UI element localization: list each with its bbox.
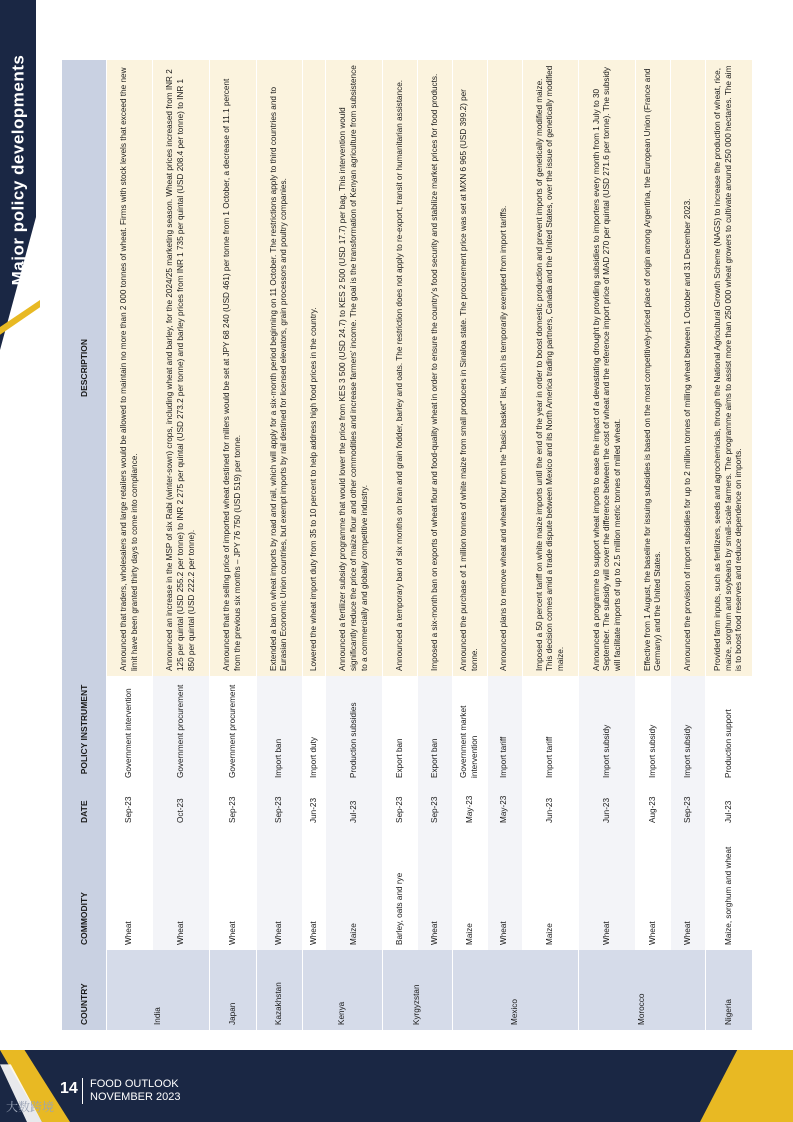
section-title-text: Major policy developments <box>8 54 28 286</box>
header-description: DESCRIPTION <box>62 60 107 676</box>
date-cell: Oct-23 <box>153 783 210 828</box>
instrument-cell: Government market intervention <box>452 676 487 783</box>
instrument-cell: Production subsidies <box>326 676 383 783</box>
commodity-cell: Maize <box>522 828 579 950</box>
instrument-cell: Import ban <box>256 676 302 783</box>
instrument-cell: Import tariff <box>522 676 579 783</box>
header-country: COUNTRY <box>62 950 107 1030</box>
table-row <box>522 60 579 1030</box>
description-cell: Announced that the selling price of imported wheat destined for millers would be set at JPY 68 240 (USD 461) per tonne from 1 October, a decrease of 11.1 percent from the previous six months – JPY 76 750 (USD 519) per tonne. <box>210 60 256 676</box>
table-row <box>636 60 671 1030</box>
publication-info <box>90 1078 180 1104</box>
table-row <box>487 60 522 1030</box>
instrument-cell: Import subsidy <box>671 676 706 783</box>
table-row <box>303 60 326 1030</box>
description-cell: Extended a ban on wheat imports by road and rail, which will apply for a six-month period beginning on 11 October. The restrictions apply to third countries and to Eurasian Economic Union countries, but exempt imports by rail destined for licensed elevators, grain processors and poultry companies. <box>256 60 302 676</box>
instrument-cell: Government intervention <box>107 676 153 783</box>
date-cell: Sep-23 <box>210 783 256 828</box>
country-cell: Morocco <box>579 950 706 1030</box>
country-cell: Kenya <box>303 950 383 1030</box>
date-cell: Sep-23 <box>107 783 153 828</box>
table-row <box>153 60 210 1030</box>
instrument-cell: Government procurement <box>153 676 210 783</box>
date-cell: Sep-23 <box>671 783 706 828</box>
instrument-cell: Import tariff <box>487 676 522 783</box>
date-cell: May-23 <box>452 783 487 828</box>
description-cell: Effective from 1 August, the baseline for issuing subsidies is based on the most competitively-priced place of origin among Argentina, the European Union (France and Germany) and the United States. <box>636 60 671 676</box>
date-cell: Jun-23 <box>303 783 326 828</box>
page-number: 14 <box>60 1080 78 1097</box>
table-row <box>107 60 153 1030</box>
instrument-cell: Export ban <box>383 676 418 783</box>
header-date: DATE <box>62 783 107 828</box>
country-cell: Japan <box>210 950 256 1030</box>
commodity-cell: Maize <box>326 828 383 950</box>
commodity-cell: Maize <box>452 828 487 950</box>
description-cell: Announced the provision of import subsidies for up to 2 million tonnes of milling wheat between 1 October and 31 December 2023. <box>671 60 706 676</box>
commodity-cell: Maize, sorghum and wheat <box>706 828 752 950</box>
commodity-cell: Wheat <box>153 828 210 950</box>
header-policy-instrument: POLICY INSTRUMENT <box>62 676 107 783</box>
table-row <box>579 60 636 1030</box>
country-cell: Kazakhstan <box>256 950 302 1030</box>
commodity-cell: Wheat <box>303 828 326 950</box>
description-cell: Provided farm inputs, such as fertilizers, seeds and agrochemicals, through the National Agricultural Growth Scheme (NAGS) to increase the production of wheat, rice, maize, sorghum and soybeans by small-scale farmers. The programme aims to assist more than 250 000 wheat growers to cultivate around 250 000 hectares. The aim is to boost food reserves and reduce dependence on imports. <box>706 60 752 676</box>
instrument-cell: Import subsidy <box>636 676 671 783</box>
description-cell: Announced a programme to support wheat imports to ease the impact of a devastating drought by providing subsidies to importers every month from 1 July to 30 September. The subsidy will cover the difference between the cost of wheat and the reference import price of MAD 270 per quintal (USD 271.6 per tonne). The subsidy will facilitate imports of up to 2.5 million metric tonnes of milled wheat. <box>579 60 636 676</box>
date-cell: Sep-23 <box>383 783 418 828</box>
date-cell: Jul-23 <box>326 783 383 828</box>
table-row <box>418 60 453 1030</box>
commodity-cell: Wheat <box>107 828 153 950</box>
table-row <box>452 60 487 1030</box>
country-cell: Kyrgyzstan <box>383 950 453 1030</box>
table-row <box>210 60 256 1030</box>
table-header-row <box>62 60 107 1030</box>
table-row <box>326 60 383 1030</box>
commodity-cell: Wheat <box>579 828 636 950</box>
date-cell: May-23 <box>487 783 522 828</box>
description-cell: Announced an increase in the MSP of six Rabi (winter-sown) crops, including wheat and barley, for the 2024/25 marketing season. Wheat prices increased from INR 2 125 per quintal (USD 255.2 per tonne) to INR 2 275 per quintal (USD 273.2 per tonne) and barley prices from INR 1 735 per quintal (USD 208.4 per tonne) to INR 1 850 per quintal (USD 222.2 per tonne). <box>153 60 210 676</box>
description-cell: Announced plans to remove wheat and wheat flour from the "basic basket" list, which is temporarily exempted from import tariffs. <box>487 60 522 676</box>
country-cell: India <box>107 950 210 1030</box>
description-cell: Announced the purchase of 1 million tonnes of white maize from small producers in Sinaloa state. The procurement price was set at MXN 6 965 (USD 399.2) per tonne. <box>452 60 487 676</box>
commodity-cell: Barley, oats and rye <box>383 828 418 950</box>
publication-date: NOVEMBER 2023 <box>90 1091 181 1103</box>
date-cell: Jun-23 <box>522 783 579 828</box>
date-cell: Aug-23 <box>636 783 671 828</box>
description-cell: Lowered the wheat import duty from 35 to 10 percent to help address high food prices in the country. <box>303 60 326 676</box>
date-cell: Sep-23 <box>256 783 302 828</box>
commodity-cell: Wheat <box>636 828 671 950</box>
commodity-cell: Wheat <box>210 828 256 950</box>
instrument-cell: Export ban <box>418 676 453 783</box>
description-cell: Announced a fertilizer subsidy programme that would lower the price from KES 3 500 (USD 24.7) to KES 2 500 (USD 17.7) per bag. This intervention would significantly reduce the price of maize flour and other commodities and increase farmers' income. The goal is the transformation of Kenyan agriculture from subsistence to a commercially and globally competitive industry. <box>326 60 383 676</box>
date-cell: Jul-23 <box>706 783 752 828</box>
country-cell: Nigeria <box>706 950 752 1030</box>
instrument-cell: Production support <box>706 676 752 783</box>
description-cell: Imposed a 50 percent tariff on white maize imports until the end of the year in order to boost domestic production and prevent imports of genetically modified maize. This decision comes amid a trade dispute between Mexico and its North America trading partners, Canada and the United States, over the issue of genetically modified maize. <box>522 60 579 676</box>
table-row <box>256 60 302 1030</box>
section-title <box>4 40 32 300</box>
commodity-cell: Wheat <box>418 828 453 950</box>
watermark-text: 大数跨境 <box>6 1100 55 1114</box>
policy-table-wrapper <box>62 60 752 1030</box>
instrument-cell: Government procurement <box>210 676 256 783</box>
commodity-cell: Wheat <box>487 828 522 950</box>
table-row <box>706 60 752 1030</box>
policy-table <box>62 60 752 1030</box>
description-cell: Announced a temporary ban of six months on bran and grain fodder, barley and oats. The restriction does not apply to re-export, transit or humanitarian assistance. <box>383 60 418 676</box>
table-row <box>383 60 418 1030</box>
instrument-cell: Import subsidy <box>579 676 636 783</box>
commodity-cell: Wheat <box>256 828 302 950</box>
header-commodity: COMMODITY <box>62 828 107 950</box>
table-row <box>671 60 706 1030</box>
date-cell: Jun-23 <box>579 783 636 828</box>
footer-divider <box>82 1078 83 1104</box>
publication-title: FOOD OUTLOOK <box>90 1078 179 1090</box>
instrument-cell: Import duty <box>303 676 326 783</box>
description-cell: Imposed a six-month ban on exports of wheat flour and food-quality wheat in order to ensure the country's food security and stabilize market prices for food products. <box>418 60 453 676</box>
country-cell: Mexico <box>452 950 579 1030</box>
date-cell: Sep-23 <box>418 783 453 828</box>
description-cell: Announced that traders, wholesalers and large retailers would be allowed to maintain no more than 2 000 tonnes of wheat. Firms with stock levels that exceed the new limit have been granted thirty days to come into compliance. <box>107 60 153 676</box>
commodity-cell: Wheat <box>671 828 706 950</box>
